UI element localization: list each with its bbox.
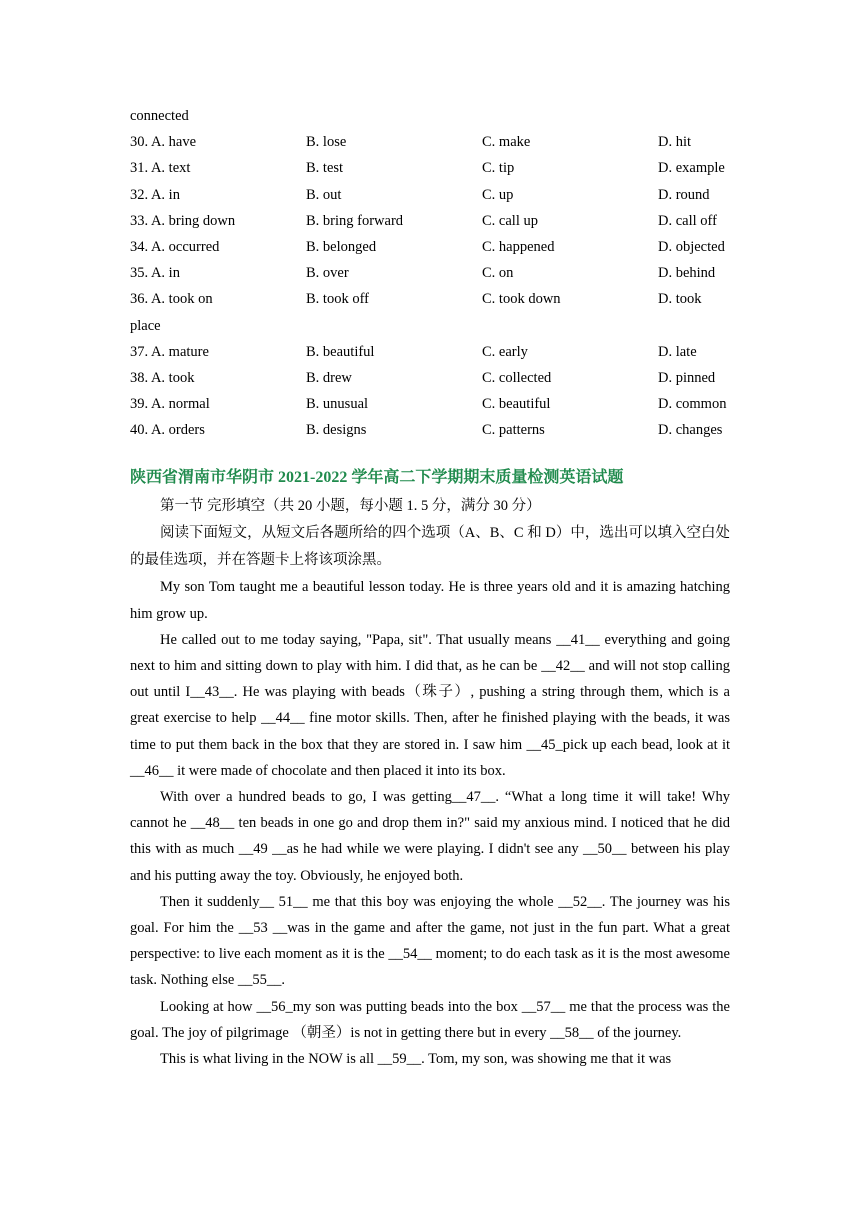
option-c: C. tip xyxy=(482,160,515,177)
wrapped-option-fragment: place xyxy=(130,317,161,334)
passage-paragraph: Looking at how __56_my son was putting beads into the box __57__ me that the process was the goal. The joy of pilgrimage （朝圣）is not in getting there but in every __58__ of the journey. xyxy=(130,998,730,1041)
option-b: B. lose xyxy=(306,134,347,151)
options-block-1 xyxy=(130,129,730,312)
option-c: C. patterns xyxy=(482,422,545,439)
wrapped-option-fragment: connected xyxy=(130,108,189,124)
option-b: B. test xyxy=(306,160,344,177)
option-a: 34. A. occurred xyxy=(130,238,220,255)
option-b: B. designs xyxy=(306,422,367,439)
question-options-row xyxy=(130,155,730,181)
question-options-row xyxy=(130,339,730,365)
section-title: 陕西省渭南市华阴市 2021-2022 学年高二下学期期末质量检测英语试题 xyxy=(130,469,624,487)
option-a: 36. A. took on xyxy=(130,291,213,308)
question-options-row xyxy=(130,391,730,417)
option-a: 32. A. in xyxy=(130,186,180,203)
option-d: D. objected xyxy=(658,238,725,255)
option-d: D. late xyxy=(658,343,697,360)
option-c: C. beautiful xyxy=(482,396,551,413)
option-b: B. over xyxy=(306,265,349,282)
option-b: B. bring forward xyxy=(306,212,404,229)
option-a: 30. A. have xyxy=(130,134,197,151)
page-content xyxy=(130,103,730,1072)
passage-paragraph: My son Tom taught me a beautiful lesson today. He is three years old and it is amazing hatching him grow up. xyxy=(130,579,730,622)
option-d: D. changes xyxy=(658,422,723,439)
option-c: C. make xyxy=(482,134,531,151)
option-c: C. on xyxy=(482,265,514,282)
option-c: C. early xyxy=(482,343,528,360)
passage-paragraph: Then it suddenly__ 51__ me that this boy was enjoying the whole __52__. The journey was his goal. For him the __53 __was in the game and after the game, not just in the fun part. What a great perspective: to live each moment as it is the __54__ moment; to do each task as it is the most awesome task. Nothing else __55__. xyxy=(130,893,730,989)
option-b: B. drew xyxy=(306,369,352,386)
option-a: 37. A. mature xyxy=(130,343,209,360)
question-options-row xyxy=(130,260,730,286)
option-c: C. call up xyxy=(482,212,538,229)
option-c: C. collected xyxy=(482,369,552,386)
option-d: D. took xyxy=(658,291,702,308)
option-d: D. call off xyxy=(658,212,717,229)
option-a: 33. A. bring down xyxy=(130,212,236,229)
instructions: 阅读下面短文，从短文后各题所给的四个选项（A、B、C 和 D）中，选出可以填入空白处的最佳选项，并在答题卡上将该项涂黑。 xyxy=(130,525,730,569)
option-d: D. round xyxy=(658,186,710,203)
section-subtitle: 第一节 完形填空（共 20 小题，每小题 1. 5 分，满分 30 分） xyxy=(160,498,541,515)
option-d: D. behind xyxy=(658,265,716,282)
option-d: D. common xyxy=(658,396,727,413)
question-options-row xyxy=(130,365,730,391)
option-c: C. up xyxy=(482,186,514,203)
option-d: D. hit xyxy=(658,134,692,151)
option-a: 31. A. text xyxy=(130,160,191,177)
question-options-row xyxy=(130,417,730,443)
options-block-2 xyxy=(130,339,730,444)
option-d: D. pinned xyxy=(658,369,716,386)
option-a: 38. A. took xyxy=(130,369,195,386)
option-b: B. took off xyxy=(306,291,369,308)
passage-paragraph: This is what living in the NOW is all __59__. Tom, my son, was showing me that it was xyxy=(160,1051,672,1068)
passage-paragraph: With over a hundred beads to go, I was getting__47__. “What a long time it will take! Why cannot he __48__ ten beads in one go and drop them in?" said my anxious mind. I noticed that he did this with as much __49 __as he had while we were playing. I didn't see any __50__ between his play and his putting away the toy. Obviously, he enjoyed both. xyxy=(130,789,730,884)
option-a: 39. A. normal xyxy=(130,396,210,413)
question-options-row xyxy=(130,286,730,312)
question-options-row xyxy=(130,182,730,208)
option-a: 40. A. orders xyxy=(130,422,205,439)
option-c: C. took down xyxy=(482,291,561,308)
option-b: B. out xyxy=(306,186,342,203)
option-b: B. beautiful xyxy=(306,343,375,360)
option-a: 35. A. in xyxy=(130,265,180,282)
option-b: B. belonged xyxy=(306,238,377,255)
question-options-row xyxy=(130,129,730,155)
question-options-row xyxy=(130,234,730,260)
passage-paragraph: He called out to me today saying, "Papa, sit". That usually means __41__ everything and going next to him and sitting down to play with him. I did that, as he can be __42__ and will not stop calling out until I__43__. He was playing with beads（珠子）, pushing a string through them, which is a great exercise to help __44__ fine motor skills. Then, after he finished playing with the beads, it was time to put them back in the box that they are stored in. I saw him __45_pick up each bead, look at it __46__ it were made of chocolate and then placed it into its box. xyxy=(130,631,730,779)
option-d: D. example xyxy=(658,160,725,177)
question-options-row xyxy=(130,208,730,234)
option-c: C. happened xyxy=(482,238,555,255)
option-b: B. unusual xyxy=(306,396,369,413)
